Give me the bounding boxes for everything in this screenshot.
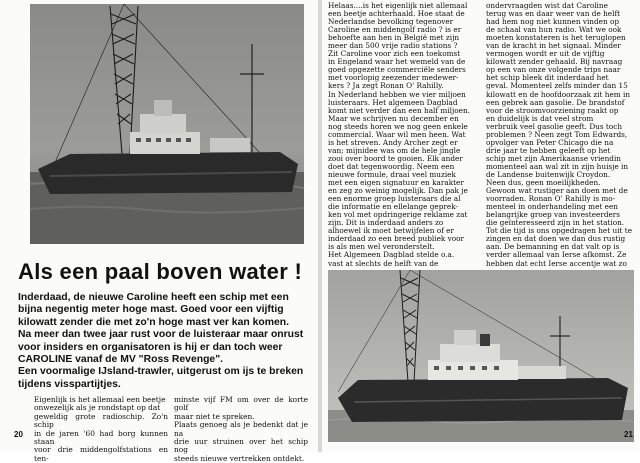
ship-photo-bottom	[328, 270, 634, 442]
body-line: schip met zijn Amerikaanse vriendin	[486, 153, 622, 163]
intro-line: kilowatt zender die met zo'n hoge mast ver kan komen.	[18, 316, 289, 328]
body-line: aan. De bemanning en dat valt op is	[486, 242, 620, 252]
right-page	[322, 0, 640, 452]
body-line: drie jaar te hebben geleeft op het	[486, 145, 611, 155]
body-line: vermogen wordt er uit de vijftig	[486, 49, 605, 59]
body-line: voor drie middengolfstations en ten-	[34, 445, 168, 463]
body-line: Zit Caroline voor zich een toekomst	[328, 49, 461, 59]
body-line: een enorme groep luisteraars die al	[328, 194, 461, 204]
intro-line: CAROLINE vanaf de MV "Ross Revenge".	[18, 354, 224, 366]
body-line: In Nederland hebben we vier miljoen	[328, 89, 466, 99]
page-number-right: 21	[624, 430, 633, 439]
body-line: kilowatt en de hoofdoorzaak zit hem in	[486, 89, 631, 99]
body-line: Neen dus, geen moeilijkheden.	[486, 178, 601, 188]
intro-line: Na meer dan twee jaar rust voor de luisteraar maar onrust	[18, 329, 304, 341]
body-line: met een eigen signatuur en karakter	[328, 178, 464, 188]
body-line: geweldig grote radioschip. Zo'n schip	[34, 411, 168, 430]
body-line: is het streven. Andy Archer zegt er	[328, 137, 458, 147]
body-line: kilowatt zender gehaald. Bij navraag	[486, 57, 623, 67]
body-line: terug was en daar weer van de helft	[486, 9, 621, 19]
left-page	[0, 0, 318, 463]
left-body-column-1	[34, 396, 168, 463]
body-line: maar niet te spreken.	[174, 411, 255, 421]
body-line: problemen ? Neen zegt Tom Edwards,	[486, 129, 628, 139]
body-line: drie uur struinen over het schip nog	[174, 437, 308, 455]
body-line: goed opgezette commerciële senders	[328, 65, 466, 75]
body-line: moeten konstateren is het teruglopen	[486, 33, 626, 43]
intro-line: voor insiders en organisatoren is hij er dan toch weer	[18, 341, 283, 353]
body-line: steeds nieuwe vertrekken ontdekt.	[174, 453, 305, 463]
intro-line: Inderdaad, de nieuwe Caroline heeft een schip met een	[18, 292, 289, 303]
body-line: hebben dat echt Ierse accentje wat zo	[486, 258, 627, 268]
body-line: een beetje achterhaald. Hoe staat de	[328, 9, 465, 19]
intro-line: bijna negentig meter hoge mast. Goed voor een vijftig	[18, 304, 284, 316]
body-line: opvolger van Peter Chicago die na	[486, 137, 614, 147]
body-line: het schip bleek dit inderdaad het	[486, 73, 609, 83]
body-line: vast at slechts de helft van de	[328, 258, 439, 268]
intro-line: Een voormalige IJsland-trawler, uitgerust om ijs te breken	[18, 366, 304, 378]
body-line: van de kracht in het signaal. Minder	[486, 41, 621, 51]
body-line: onwezelijk als je rondstapt op dat	[34, 403, 161, 413]
body-line: alhoewel ik moet betwijfelen of er	[328, 226, 454, 236]
body-line: in de jaren '60 had borg kunnen staan	[34, 428, 168, 447]
body-line: luisteraars. Het algemeen Dagblad	[328, 97, 458, 107]
body-line: Tot die tijd is ons opgedragen het uit te	[486, 226, 633, 236]
body-line: kers ? Ja zegt Ronan O' Rahilly.	[328, 81, 444, 91]
body-line: zooi over boord te gooien. Elk ander	[328, 153, 463, 163]
body-line: menteel in onderhandeling met een	[486, 202, 619, 212]
body-line: Het Algemeen Dagblad stelde o.a.	[328, 250, 455, 260]
body-line: geval. Momenteel zelfs minder dan 15	[486, 81, 628, 91]
article-headline: Als een paal boven water !	[18, 259, 303, 284]
body-line: die geïnteresseerd zijn in het station.	[486, 218, 625, 228]
body-line: en zeg zo weinig mogelijk. Dan pak je	[328, 186, 468, 196]
body-line: inderdaad zo een breed publiek voor	[328, 234, 465, 244]
body-line: is als men wel veronderstelt.	[328, 242, 435, 252]
body-line: Nederlandse bevolking tegenover	[328, 17, 454, 27]
body-line: een gebrek aan gasolie. De brandstof	[486, 97, 625, 107]
body-line: nog steeds horen we nog geen enkele	[328, 121, 468, 131]
article-intro	[18, 292, 310, 391]
body-line: Plaats genoeg als je bedenkt dat je na	[174, 420, 308, 438]
body-line: ondervraagden wist dat Caroline	[486, 1, 608, 10]
body-line: Gewoon wat rustiger aan doen met de	[486, 186, 628, 196]
body-line: verder allemaal van Ierse afkomst. Ze	[486, 250, 627, 260]
body-line: die informatie en ellelange geprek-	[328, 202, 458, 212]
body-line: de schaal van hun radio. Wat we ook	[486, 25, 622, 35]
body-line: commercial. Waar wil men heen. Wat	[328, 129, 466, 139]
body-line: ken vol met opdringerige reklame zat	[328, 210, 468, 220]
right-body-column-1	[328, 2, 476, 268]
body-line: belangrijke groep van investeerders	[486, 210, 621, 220]
body-line: op een van onze volgende trips naar	[486, 65, 621, 75]
left-body-column-2	[174, 396, 308, 463]
intro-line: tijdens visspartijtjes.	[18, 378, 121, 390]
body-line: de Landense buitenwijk Croydon.	[486, 169, 611, 179]
right-body-column-2	[486, 2, 634, 268]
body-line: Caroline en middengolf radio ? is er	[328, 25, 462, 35]
body-line: van; mijnidee was om de hele jingle	[328, 145, 461, 155]
body-line: meer dan 500 vrije radio stations ?	[328, 41, 458, 51]
page-number-left: 20	[14, 430, 23, 439]
body-line: momenteel aan wal zit in zijn huisje in	[486, 161, 629, 171]
body-line: voor de stroomvoorziening raakt op	[486, 105, 619, 115]
body-line: in Engeland waar het wemeld van de	[328, 57, 466, 67]
body-line: voorraden. Ronan O' Rahilly is mo-	[486, 194, 616, 204]
body-line: nieuwe formule, draai veel muziek	[328, 169, 456, 179]
body-line: Maar we schrijven nu december en	[328, 113, 459, 123]
body-line: komt niet verder dan een half miljoen.	[328, 105, 470, 115]
body-line: doet dat tegenwoordig. Neem een	[328, 161, 455, 171]
body-line: Eigenlijk is het allemaal een beetje	[34, 395, 166, 404]
body-line: Helaas....is het eigenlijk niet allemaal	[328, 1, 468, 10]
body-line: en duidelijk is dat veel strom	[486, 113, 594, 123]
body-line: minste vijf FM om over de korte golf	[174, 395, 308, 413]
body-line: zijn. Dit is inderdaad anders zo	[328, 218, 444, 228]
ship-photo-top	[30, 4, 304, 244]
body-line: behoefte aan hen in België met zijn	[328, 33, 460, 43]
body-line: zingen en dat doen we dan dus rustig	[486, 234, 626, 244]
body-line: had hem nog niet kunnen vinden op	[486, 17, 620, 27]
body-line: verbruik veel gasolie geeft. Dus toch	[486, 121, 623, 131]
body-line: met voorlopig zeezender medewer-	[328, 73, 459, 83]
